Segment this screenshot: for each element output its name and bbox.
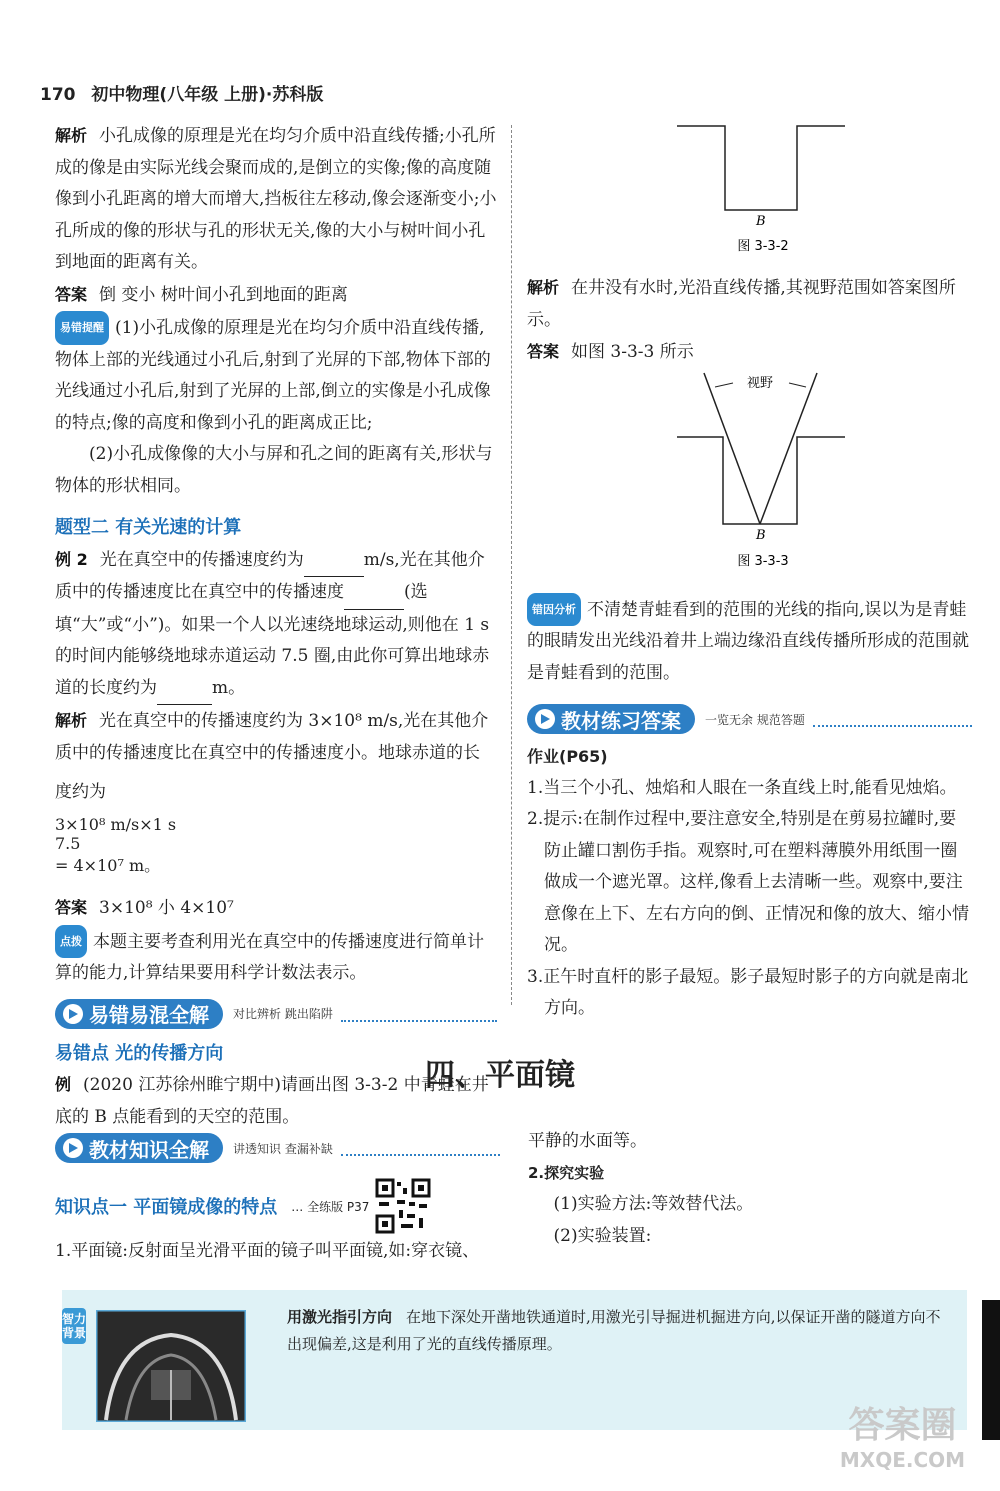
example-2: 例 2 光在真空中的传播速度约为 m/s,光在其他介质中的传播速度比在真空中的传播速度 (选填“大”或“小”)。如果一个人以光速绕地球运动,则他在 1 s 的时间内能够绕地球赤道运动 7.5 圈,由此你可算出地球赤道的长度约为 m。 xyxy=(55,544,497,706)
analysis-1: 解析 小孔成像的原理是光在均匀介质中沿直线传播;小孔所成的像是由实际光线会聚而成的,是倒立的实像;像的高度随像到小孔距离的增大而增大,挡板往左移动,像会逐渐变小;小孔所成的像的形状与孔的形状无关,像的大小与树叶间小孔到地面的距离有关。 xyxy=(55,126,497,272)
example-3: 例 (2020 江苏徐州睢宁期中)请画出图 3-3-2 中青蛙在井底的 B 点能看到的天空的范围。 xyxy=(55,1075,489,1127)
banner-errors: 易错易混全解 对比辨析 跳出陷阱 xyxy=(55,998,497,1030)
cause-tag: 错因分析 xyxy=(527,593,581,627)
left-column: 解析 小孔成像的原理是光在均匀介质中沿直线传播;小孔所成的像是由实际光线会聚而成的,是倒立的实像;像的高度随像到小孔距离的增大而增大,挡板往左移动,像会逐渐变小;小孔所成的像的形状与孔的形状无关,像的大小与树叶间小孔到地面的距离有关。 答案 倒 变小 树叶间小孔到地面的距离 易错提醒 (1)小孔成像的原理是光在均匀介质中沿直线传播,物体上部的光线通过小孔后,射到了光屏的下部,物体下部的光线通过小孔后,射到了光屏的上部,倒立的实像是小孔成像的特点;像的高度和像到小孔的距离成正比; (2)小孔成像像的大小与屏和孔之间的距离有关,形状与物体的形状相同。 题型二 有关光速的计算 例 2 光在真空中的传播速度约为 m/s,光在其他介质中的传播速度比在真空中的传播速度 (选填“大”或“小”)。如果一个人以光速绕地球运动,则他在 1 s 的时间内能够绕地球赤道运动 7.5 圈,由此你可算出地球赤道的长度约为 m。 解析 光在真空中的传播速度约为 3×10⁸ m/s,光在其他介质中的传播速度比在真空中的传播速度小。地球赤道的长 度约为 3×10⁸ m/s×1 s 7.5 = 4×10⁷ m。 答案 3×10⁸ 小 4×10⁷ 点拨 本题主要考查利用光在真空中的传播速度进行简单计算的能力,计算结果要用科学计数法表示。 易错易混全解 对比辨析 跳出陷阱 易错点 光的传播方向 例 (2020 江苏徐州睢宁期中)请画出图 3-3-2 中青蛙在井底的 B 点能看到的天空的范围。 xyxy=(55,120,497,1133)
homework-3: 3.正午时直杆的影子最短。影子最短时影子的方向就是南北方向。 xyxy=(527,966,969,1018)
homework-2: 2.提示:在制作过程中,要注意安全,特别是在剪易拉罐时,要防止罐口割伤手指。观察时,可在塑料薄膜外用纸围一圈做成一个遮光罩。这样,像看上去清晰一些。观察中,要注意像在上下、左右方向的倒、正情况和像的放大、缩小情况。 xyxy=(527,809,969,955)
page-header xyxy=(40,80,323,105)
column-divider xyxy=(511,125,512,1005)
experiment-setup: (2)实验装置: xyxy=(553,1225,652,1246)
answer-2: 答案 3×10⁸ 小 4×10⁷ xyxy=(55,898,234,918)
well-outline-2 xyxy=(677,437,845,524)
well-outline xyxy=(677,126,845,210)
banner-knowledge: 教材知识全解 讲透知识 查漏补缺 xyxy=(55,1132,500,1164)
knowledge-point-title: 知识点一 平面镜成像的特点 xyxy=(55,1197,278,1218)
homework-1: 1.当三个小孔、烛焰和人眼在一条直线上时,能看见烛焰。 xyxy=(527,777,957,798)
right-analysis: 解析 在井没有水时,光沿直线传播,其视野范围如答案图所示。 xyxy=(527,278,956,330)
footer-text: 用激光指引方向 在地下深处开凿地铁通道时,用激光引导掘进机掘进方向,以保证开凿的隧道方向不出现偏差,这是利用了光的直线传播原理。 xyxy=(287,1308,941,1353)
error-point-title: 易错点 光的传播方向 xyxy=(55,1042,224,1064)
tip-paragraph-2: (2)小孔成像像的大小与屏和孔之间的距离有关,形状与物体的形状相同。 xyxy=(55,444,493,496)
right-answer: 答案 如图 3-3-3 所示 xyxy=(527,342,694,362)
plane-mirror-definition: 1.平面镜:反射面呈光滑平面的镜子叫平面镜,如:穿衣镜、 xyxy=(55,1241,480,1261)
bottom-right-column xyxy=(528,1126,973,1252)
homework-title: 作业(P65) xyxy=(527,747,608,766)
right-column xyxy=(527,118,972,1025)
footer-side-tag: 智力背景 xyxy=(62,1308,86,1344)
figure-3-3-3 xyxy=(527,369,972,589)
fig2-point-label: B xyxy=(756,214,766,229)
analysis-2-formula: 度约为 xyxy=(55,782,106,802)
fig3-caption: 图 3-3-3 xyxy=(737,553,789,569)
type2-title: 题型二 有关光速的计算 xyxy=(55,517,242,538)
fig2-caption: 图 3-3-2 xyxy=(737,239,789,254)
qr-code[interactable] xyxy=(375,1178,431,1234)
practice-ref: … 全练版 P37 xyxy=(291,1199,370,1214)
figure-3-3-2 xyxy=(527,118,972,268)
analysis-2: 解析 光在真空中的传播速度约为 3×10⁸ m/s,光在其他介质中的传播速度比在真空中的传播速度小。地球赤道的长 xyxy=(55,711,489,763)
sight-line-right xyxy=(760,373,817,524)
banner-textbook-answers: 教材练习答案 一览无余 规范答题 xyxy=(527,703,972,735)
blank-3 xyxy=(157,673,212,706)
footer-title: 用激光指引方向 xyxy=(287,1308,393,1326)
page-number: 170 xyxy=(40,85,76,105)
fig3-view-label: 视野 xyxy=(746,375,774,391)
definition-continued: 平静的水面等。 xyxy=(528,1131,647,1151)
point-tag: 点拨 xyxy=(55,925,87,959)
sight-line-left xyxy=(704,373,760,524)
knowledge-point-row xyxy=(55,1176,500,1236)
experiment-method: (1)实验方法:等效替代法。 xyxy=(553,1194,754,1214)
watermark: 答案圈 MXQE.COM xyxy=(839,1405,966,1472)
tunnel-photo xyxy=(96,1310,246,1422)
megaphone-icon xyxy=(535,709,555,729)
section-title: 四、平面镜 xyxy=(425,1058,575,1093)
blank-2 xyxy=(344,577,404,610)
tip-paragraph-1: 易错提醒 (1)小孔成像的原理是光在均匀介质中沿直线传播,物体上部的光线通过小孔后,射到了光屏的下部,物体下部的光线通过小孔后,射到了光屏的上部,倒立的实像是小孔成像的特点;像的高度和像到小孔的距离成正比; xyxy=(55,311,497,439)
blank-1 xyxy=(304,545,364,578)
cause-analysis: 错因分析 不清楚青蛙看到的范围的光线的指向,误以为是青蛙的眼睛发出光线沿着井上端边缘沿直线传播所形成的范围就是青蛙看到的范围。 xyxy=(527,593,972,690)
megaphone-icon xyxy=(63,1004,83,1024)
bottom-left-column xyxy=(55,1132,500,1268)
megaphone-icon xyxy=(63,1138,83,1158)
point-paragraph: 点拨 本题主要考查利用光在真空中的传播速度进行简单计算的能力,计算结果要用科学计数法表示。 xyxy=(55,925,497,990)
answer-1: 答案 倒 变小 树叶间小孔到地面的距离 xyxy=(55,284,348,305)
book-title: 初中物理(八年级 上册)·苏科版 xyxy=(91,85,324,105)
experiment-title: 2.探究实验 xyxy=(528,1163,605,1182)
tip-tag: 易错提醒 xyxy=(55,311,109,345)
fig3-point-label: B xyxy=(756,527,766,543)
